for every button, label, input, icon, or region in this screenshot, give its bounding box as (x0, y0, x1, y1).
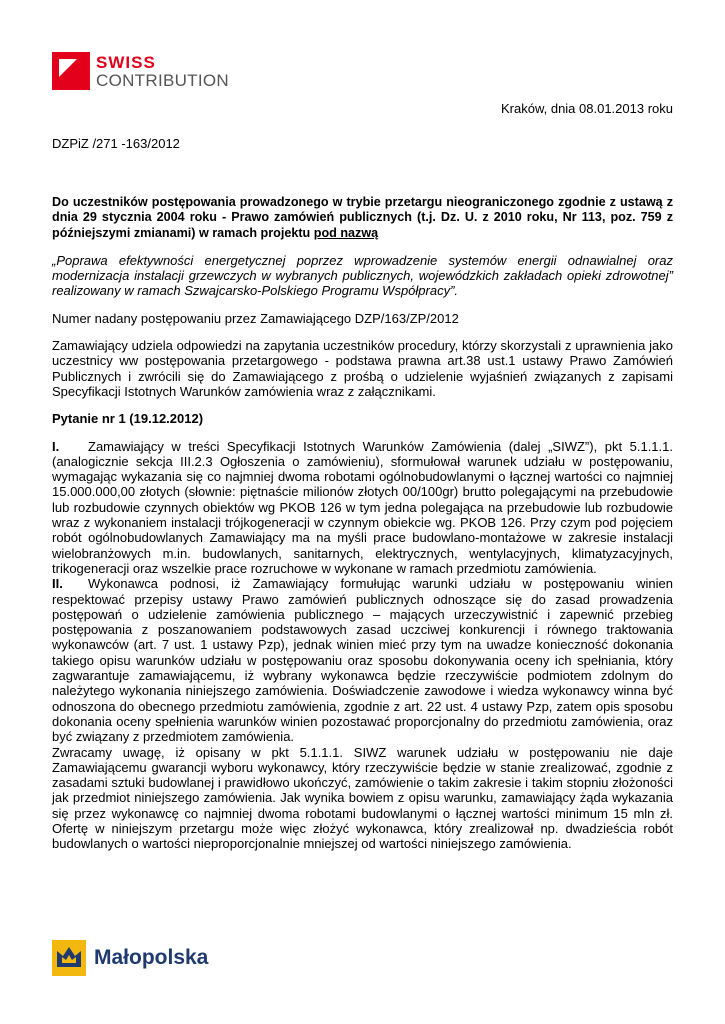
point-2 (52, 576, 673, 744)
point-1-label: I. (52, 438, 60, 454)
intro-paragraph: Zamawiający udziela odpowiedzi na zapytania uczestników procedury, którzy skorzystali z uprawnienia jako uczestnicy ww postępowania przetargowego - podstawa prawna art.38 ust.1 ustawy Prawo Zamówień Publicznych i zwrócili się do Zamawiającego z prośbą o udzielenie wyjaśnień związanych z zapisami Specyfikacji Istotnych Warunków zamówienia wraz z załącznikami. (52, 338, 673, 399)
closing-paragraph: Zwracamy uwagę, iż opisany w pkt 5.1.1.1. SIWZ warunek udziału w postępowaniu nie daje Zamawiającemu gwarancji wyboru wykonawcy, który rzeczywiście będzie w stanie zrealizować, zgodnie z zasadami sztuki budowlanej i prawidłowo ukończyć, zamówienie o takim zakresie i takim stopniu złożoności jak przedmiot niniejszego zamówienia. Jak wynika bowiem z opisu warunku, zamawiający żąda wykazania się przez wykonawcę co najmniej dwoma robotami budowlanymi o łącznej wartości minimum 15 mln zł. Ofertę w niniejszym przetargu może więc złożyć wykonawca, który zrealizował np. dwadzieścia robót budowlanych o wartości nieproporcjonalnie mniejszej od wartości niniejszego zamówienia. (52, 744, 673, 852)
project-title: „Poprawa efektywności energetycznej poprzez wprowadzenie systemów energii odnawialnej oraz modernizacja instalacji grzewczych w wybranych publicznych, wojewódzkich zakładach opieki zdrowotnej” realizowany w ramach Szwajcarsko-Polskiego Programu Współpracy”. (52, 252, 673, 299)
reference-number: DZPiZ /271 -163/2012 (52, 136, 180, 151)
logo-contribution-text: CONTRIBUTION (96, 71, 229, 90)
addressee-heading (52, 195, 673, 241)
heading-text: Do uczestników postępowania prowadzonego w trybie przetargu nieograniczonego zgodnie z ustawą z dnia 29 stycznia 2004 roku - Prawo zamówień publicznych (t.j. Dz. U. z 2010 roku, Nr 113, poz. 759 z późniejszymi zmianami) w ramach projektu (52, 195, 673, 240)
malopolska-text: Małopolska (94, 946, 209, 969)
logo-swiss-text: SWISS (96, 53, 156, 72)
question-title: Pytanie nr 1 (19.12.2012) (52, 411, 204, 427)
point-1 (52, 439, 673, 577)
point-2-text: Wykonawca podnosi, iż Zamawiający formułując warunki udziału w postępowaniu winien respektować przepisy ustawy Prawo zamówień publicznych odnoszące się do zasad prowadzenia postępowań o udzielenie zamówienia publicznego – mających urzeczywistnić i zapewnić przebieg postępowania z poszanowaniem podstawowych zasad uczciwej konkurencji i równego traktowania wykonawców (art. 7 ust. 1 ustawy Pzp), jednak winien mieć przy tym na uwadze konieczność dokonania takiego opisu warunków udziału w postępowaniu oraz sposobu dokonywania oceny ich spełniania, który zagwarantuje zamawiającemu, iż wybrany wykonawca będzie rzeczywiście podmiotem zdolnym do należytego wykonania niniejszego zamówienia. Doświadczenie zawodowe i wiedza wykonawcy winna być odnoszona do obecnego przedmiotu zamówienia, zgodnie z art. 22 ust. 4 ustawy Pzp, zatem opis sposobu dokonania oceny spełnienia warunków winien pozostawać proporcjonalny do przedmiotu zamówienia, oraz być związany z przedmiotem zamówienia. (52, 576, 673, 745)
malopolska-logo (52, 940, 252, 980)
swiss-contribution-logo (52, 52, 252, 96)
case-number: Numer nadany postępowaniu przez Zamawiającego DZP/163/ZP/2012 (52, 310, 459, 326)
point-1-text: Zamawiający w treści Specyfikacji Istotnych Warunków Zamówienia (dalej „SIWZ”), pkt 5.1.1.1. (analogicznie sekcja III.2.3 Ogłoszenia o zamówieniu), sformułował warunek udziału w postępowaniu, wymagając wykazania się co najmniej dwoma robotami ogólnobudowlanymi o łącznej wartości co najmniej 15.000.000,00 złotych (słownie: piętnaście milionów złotych 00/100gr) brutto polegającymi na przebudowie lub rozbudowie czynnych obiektów wg PKOB 126 w tym jedna polegająca na przebudowie lub rozbudowie wraz z wykonaniem instalacji trójkogeneracji w czynnym obiekcie wg. PKOB 126. Przy czym pod pojęciem robót ogólnobudowlanych Zamawiający ma na myśli prace budowlano-montażowe w zakresie instalacji wielobranżowych m.in. budowlanych, sanitarnych, elektrycznych, wentylacyjnych, klimatyzacyjnych, trikogeneracji oraz wszelkie prace rozruchowe w wykonane w ramach przedmiotu zamówienia. (52, 438, 673, 576)
place-date: Kraków, dnia 08.01.2013 roku (500, 101, 673, 116)
point-2-label: II. (52, 576, 63, 592)
swiss-logo-icon (52, 52, 90, 90)
document-body (52, 195, 673, 852)
malopolska-crown-icon (52, 940, 86, 976)
heading-underlined: pod nazwą (313, 225, 379, 240)
